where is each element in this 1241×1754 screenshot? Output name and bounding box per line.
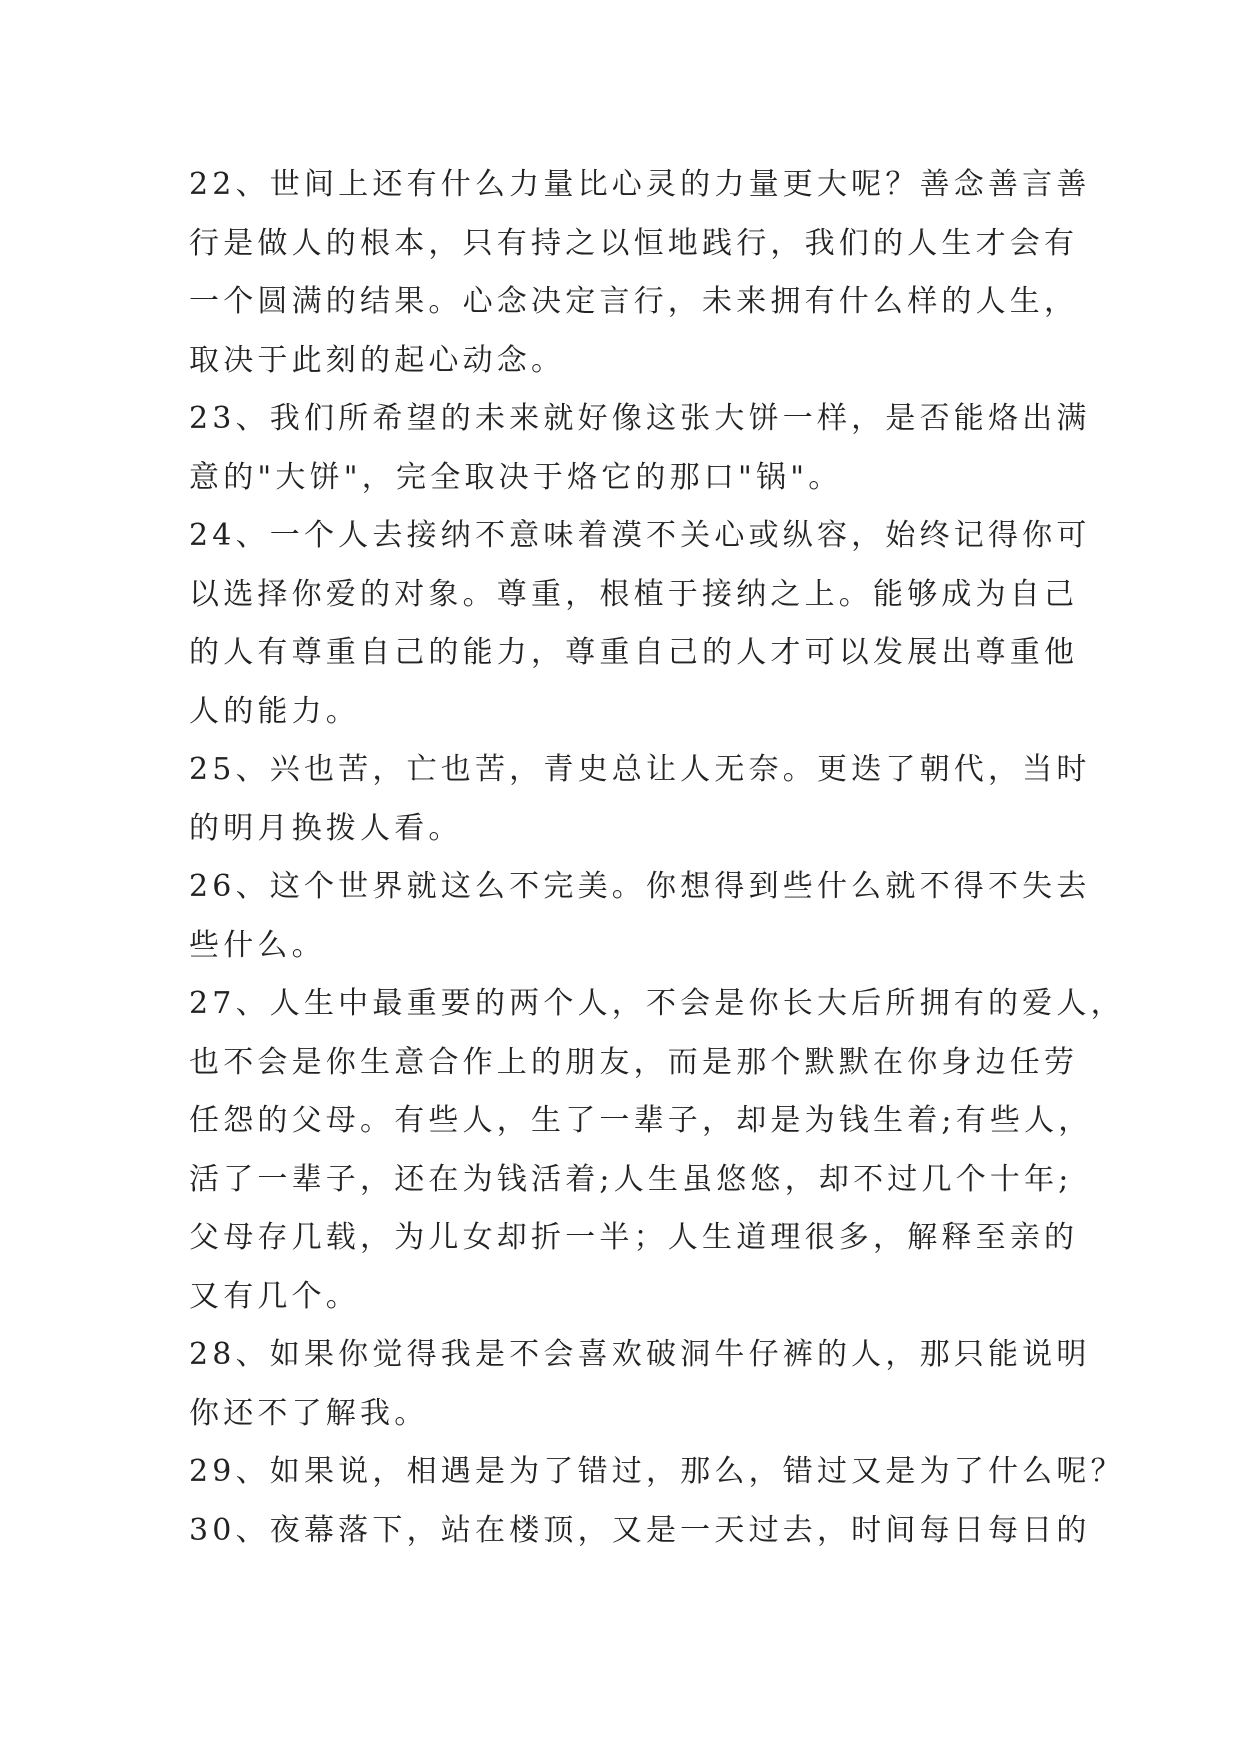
text-body (189, 156, 1125, 1560)
text-line: 行是做人的根本，只有持之以恒地践行，我们的人生才会有 (189, 225, 1079, 261)
text-line: 27、人生中最重要的两个人，不会是你长大后所拥有的爱人， (189, 986, 1125, 1021)
text-line: 25、兴也苦，亡也苦，青史总让人无奈。更迭了朝代，当时 (189, 752, 1091, 787)
text-line: 29、如果说，相遇是为了错过，那么，错过又是为了什么呢？ (189, 1454, 1125, 1489)
text-line: 24、一个人去接纳不意味着漠不关心或纵容，始终记得你可 (189, 518, 1091, 553)
text-line: 的人有尊重自己的能力，尊重自己的人才可以发展出尊重他 (189, 635, 1079, 670)
text-line: 26、这个世界就这么不完美。你想得到些什么就不得不失去 (189, 869, 1091, 904)
text-line: 活了一辈子，还在为钱活着;人生虽悠悠，却不过几个十年; (189, 1161, 1073, 1197)
text-line: 任怨的父母。有些人，生了一辈子，却是为钱生着;有些人， (189, 1103, 1093, 1138)
text-line: 父母存几载，为儿女却折一半；人生道理很多，解释至亲的 (189, 1220, 1079, 1255)
text-line: 意的"大饼"，完全取决于烙它的那口"锅"。 (189, 459, 843, 495)
text-line: 你还不了解我。 (189, 1395, 429, 1431)
text-line: 30、夜幕落下，站在楼顶，又是一天过去，时间每日每日的 (189, 1512, 1091, 1548)
text-line: 23、我们所希望的未来就好像这张大饼一样，是否能烙出满 (189, 401, 1091, 436)
text-line: 些什么。 (189, 927, 326, 963)
text-line: 也不会是你生意合作上的朋友，而是那个默默在你身边任劳 (189, 1044, 1079, 1080)
text-line: 取决于此刻的起心动念。 (189, 342, 566, 378)
text-line: 28、如果你觉得我是不会喜欢破洞牛仔裤的人，那只能说明 (189, 1337, 1091, 1372)
text-line: 的明月换拨人看。 (189, 810, 463, 846)
text-line: 一个圆满的结果。心念决定言行，未来拥有什么样的人生， (189, 284, 1079, 319)
text-line: 人的能力。 (189, 693, 360, 729)
text-line: 22、世间上还有什么力量比心灵的力量更大呢？善念善言善 (189, 167, 1091, 202)
text-line: 又有几个。 (189, 1278, 360, 1314)
text-line: 以选择你爱的对象。尊重，根植于接纳之上。能够成为自己 (189, 576, 1079, 612)
